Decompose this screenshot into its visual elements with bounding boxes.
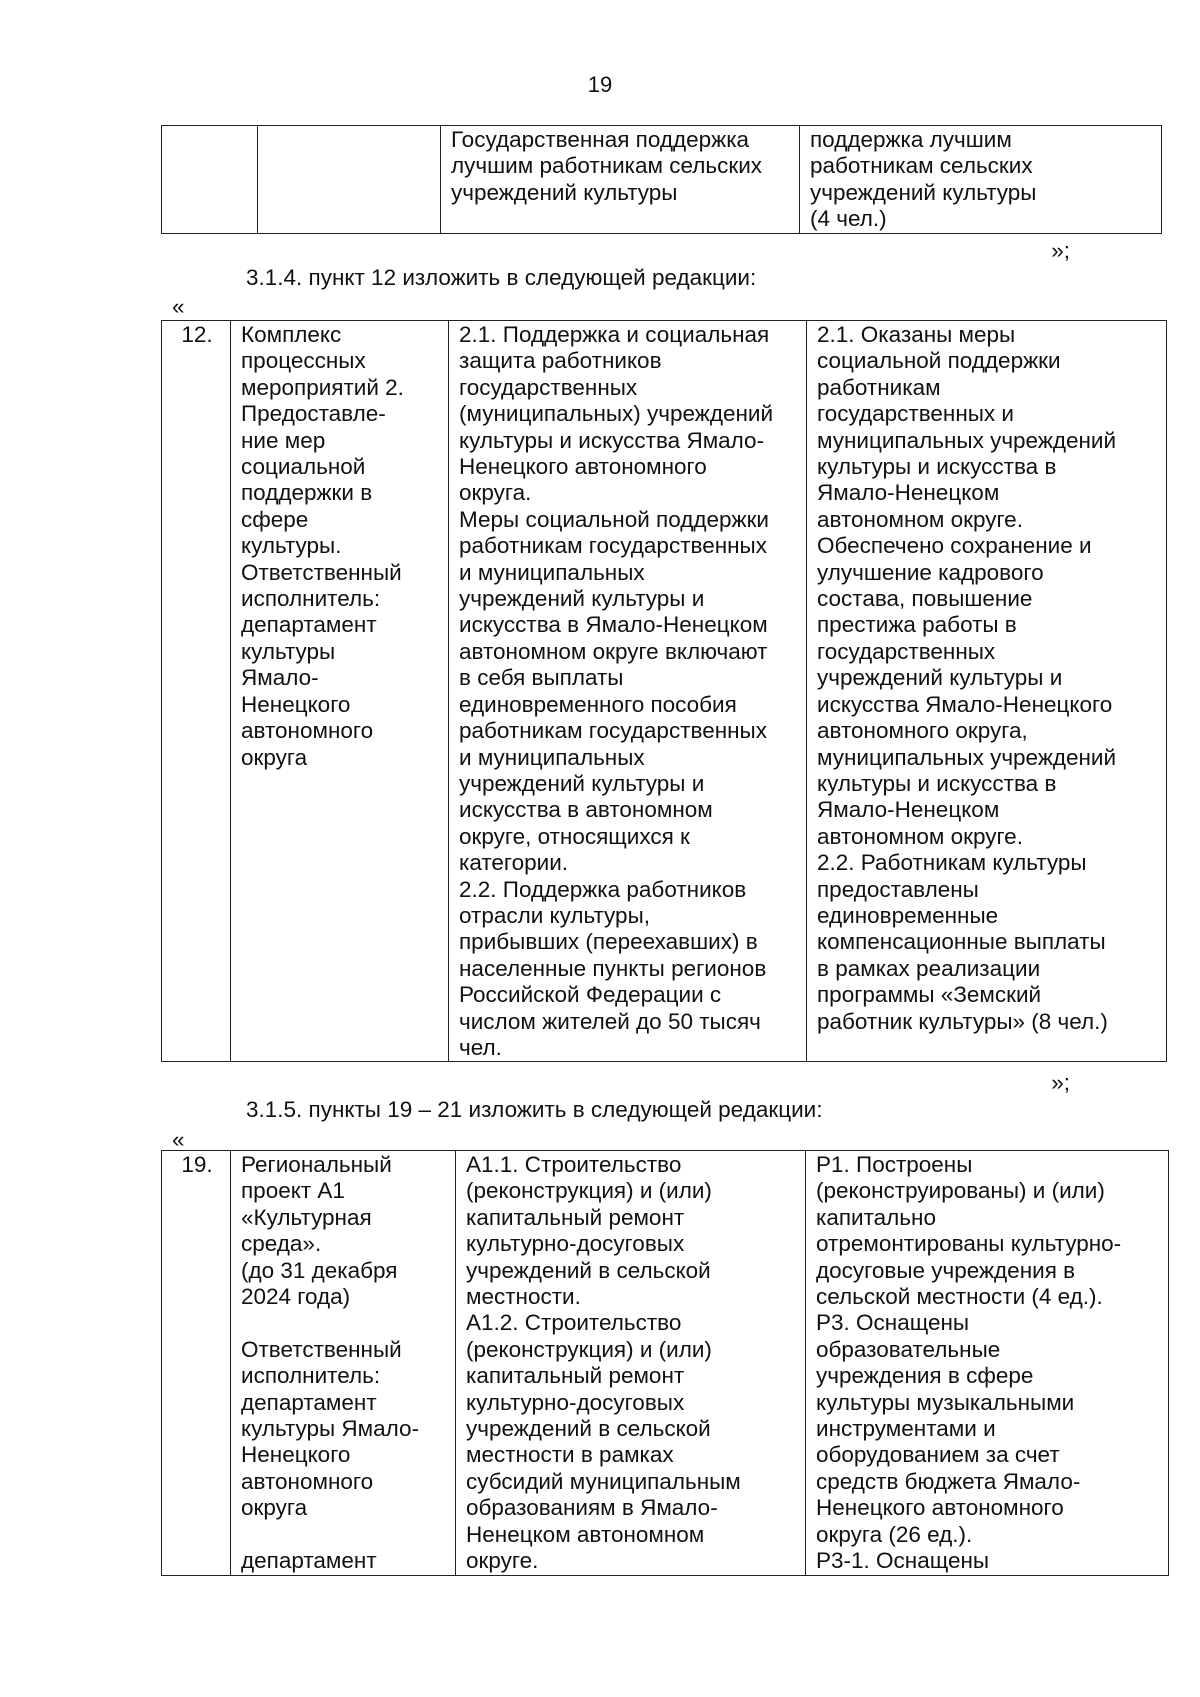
table-item-12 (161, 320, 1167, 1062)
task-description: Государственная поддержка лучшим работникам сельских учреждений культуры (441, 126, 800, 234)
opening-quote: « (172, 294, 185, 319)
table-row (162, 321, 1167, 1062)
expected-result: Р1. Построены (реконструированы) и (или) капитально отремонтированы культурно- досуговые учреждения в сельской местности (4 ед.). Р3. Оснащены образовательные учреждения в сфере культуры музыкальными инструментами и оборудованием за счет средств бюджета Ямало- Ненецкого автономного округа (26 ед.). Р3-1. Оснащены (806, 1151, 1169, 1576)
table-item-19 (161, 1150, 1169, 1576)
activity-name (258, 126, 441, 234)
amendment-heading: 3.1.4. пункт 12 изложить в следующей редакции: (246, 265, 757, 290)
row-number: 19. (162, 1151, 231, 1576)
table-continuation (161, 125, 1162, 234)
table-row (162, 126, 1162, 234)
closing-quote: »; (1051, 238, 1070, 263)
activity-name: Региональный проект А1 «Культурная среда». (до 31 декабря 2024 года) Ответственный исполнитель: департамент культуры Ямало- Ненецкого автономного округа департамент (231, 1151, 456, 1576)
task-description: А1.1. Строительство (реконструкция) и (или) капитальный ремонт культурно-досуговых учреждений в сельской местности. А1.2. Строительство (реконструкция) и (или) капитальный ремонт культурно-досуговых учреждений в сельской местности в рамках субсидий муниципальным образованиям в Ямало- Ненецком автономном округе. (456, 1151, 806, 1576)
opening-quote: « (172, 1127, 185, 1152)
row-number (162, 126, 258, 234)
row-number: 12. (162, 321, 231, 1062)
expected-result: поддержка лучшим работникам сельских учреждений культуры (4 чел.) (800, 126, 1162, 234)
closing-quote: »; (1051, 1070, 1070, 1095)
activity-name: Комплекс процессных мероприятий 2. Предоставле- ние мер социальной поддержки в сфере культуры. Ответственный исполнитель: департамент культуры Ямало- Ненецкого автономного округа (231, 321, 449, 1062)
table-row (162, 1151, 1169, 1576)
amendment-heading: 3.1.5. пункты 19 – 21 изложить в следующей редакции: (246, 1097, 823, 1122)
expected-result: 2.1. Оказаны меры социальной поддержки работникам государственных и муниципальных учреждений культуры и искусства в Ямало-Ненецком автономном округе. Обеспечено сохранение и улучшение кадрового состава, повышение престижа работы в государственных учреждений культуры и искусства Ямало-Ненецкого автономного округа, муниципальных учреждений культуры и искусства в Ямало-Ненецком автономном округе. 2.2. Работникам культуры предоставлены единовременные компенсационные выплаты в рамках реализации программы «Земский работник культуры» (8 чел.) (807, 321, 1167, 1062)
task-description: 2.1. Поддержка и социальная защита работников государственных (муниципальных) учреждений культуры и искусства Ямало- Ненецкого автономного округа. Меры социальной поддержки работникам государственных и муниципальных учреждений культуры и искусства в Ямало-Ненецком автономном округе включают в себя выплаты единовременного пособия работникам государственных и муниципальных учреждений культуры и искусства в автономном округе, относящихся к категории. 2.2. Поддержка работников отрасли культуры, прибывших (переехавших) в населенные пункты регионов Российской Федерации с числом жителей до 50 тысяч чел. (449, 321, 807, 1062)
page-number: 19 (587, 72, 613, 97)
